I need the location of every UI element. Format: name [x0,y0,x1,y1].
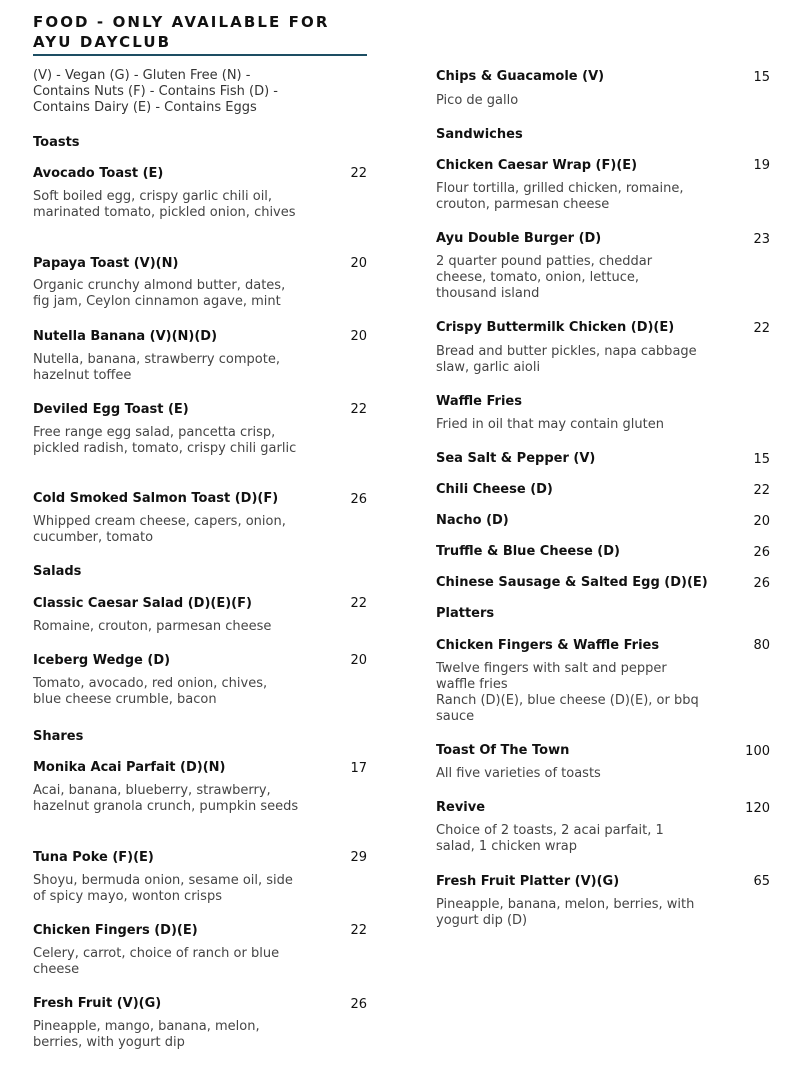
waffle-fries-note: Fried in oil that may contain gluten [436,417,664,432]
item-price-fresh-fruit: 26 [350,997,367,1012]
page-title: FOOD - ONLY AVAILABLE FOR AYU DAYCLUB [33,13,330,51]
item-name-iceberg-wedge: Iceberg Wedge (D) [33,653,171,668]
item-price-chicken-caesar-wrap: 19 [753,158,770,173]
item-price-chicken-fingers: 22 [350,923,367,938]
item-price-chili-cheese: 22 [753,483,770,498]
item-price-caesar-salad: 22 [350,596,367,611]
section-heading-salads: Salads [33,564,82,579]
item-price-deviled-egg-toast: 22 [350,402,367,417]
item-price-papaya-toast: 20 [350,256,367,271]
section-heading-waffle-fries: Waffle Fries [436,394,522,409]
item-price-acai-parfait: 17 [350,761,367,776]
item-name-fingers-waffle-fries: Chicken Fingers & Waffle Fries [436,638,660,653]
item-name-caesar-salad: Classic Caesar Salad (D)(E)(F) [33,596,252,611]
section-heading-platters: Platters [436,606,495,621]
item-price-chinese-sausage: 26 [753,576,770,591]
item-name-revive: Revive [436,800,486,815]
item-desc-nutella-banana: Nutella, banana, strawberry compote, hazelnut toffee [33,352,280,383]
item-desc-fingers-waffle-fries: Twelve fingers with salt and pepper waffle fries Ranch (D)(E), blue cheese (D)(E), or bbq sauce [436,661,699,724]
item-name-truffle-blue-cheese: Truffle & Blue Cheese (D) [436,544,620,559]
item-name-sea-salt-pepper: Sea Salt & Pepper (V) [436,451,596,466]
item-price-chips-guacamole: 15 [753,70,770,85]
item-name-salmon-toast: Cold Smoked Salmon Toast (D)(F) [33,491,279,506]
section-heading-sandwiches: Sandwiches [436,127,523,142]
item-price-sea-salt-pepper: 15 [753,452,770,467]
item-name-papaya-toast: Papaya Toast (V)(N) [33,256,179,271]
item-price-buttermilk-chicken: 22 [753,321,770,336]
item-name-avocado-toast: Avocado Toast (E) [33,166,164,181]
item-price-iceberg-wedge: 20 [350,653,367,668]
section-heading-toasts: Toasts [33,135,80,150]
item-price-nacho: 20 [753,514,770,529]
item-name-tuna-poke: Tuna Poke (F)(E) [33,850,154,865]
item-desc-chips-guacamole: Pico de gallo [436,93,519,108]
item-name-double-burger: Ayu Double Burger (D) [436,231,602,246]
item-desc-acai-parfait: Acai, banana, blueberry, strawberry, hazelnut granola crunch, pumpkin seeds [33,783,299,814]
item-name-fruit-platter: Fresh Fruit Platter (V)(G) [436,874,620,889]
item-price-fruit-platter: 65 [753,874,770,889]
item-name-fresh-fruit: Fresh Fruit (V)(G) [33,996,162,1011]
item-price-fingers-waffle-fries: 80 [753,638,770,653]
item-price-double-burger: 23 [753,232,770,247]
item-desc-deviled-egg-toast: Free range egg salad, pancetta crisp, pickled radish, tomato, crispy chili garlic [33,425,297,456]
item-price-avocado-toast: 22 [350,166,367,181]
item-name-nutella-banana: Nutella Banana (V)(N)(D) [33,329,218,344]
section-heading-shares: Shares [33,729,84,744]
item-name-acai-parfait: Monika Acai Parfait (D)(N) [33,760,226,775]
item-name-chicken-fingers: Chicken Fingers (D)(E) [33,923,198,938]
item-name-chinese-sausage: Chinese Sausage & Salted Egg (D)(E) [436,575,708,590]
item-desc-salmon-toast: Whipped cream cheese, capers, onion, cucumber, tomato [33,514,286,545]
item-desc-fruit-platter: Pineapple, banana, melon, berries, with yogurt dip (D) [436,897,695,928]
item-desc-fresh-fruit: Pineapple, mango, banana, melon, berries, with yogurt dip [33,1019,260,1050]
item-name-nacho: Nacho (D) [436,513,509,528]
item-price-nutella-banana: 20 [350,329,367,344]
item-name-deviled-egg-toast: Deviled Egg Toast (E) [33,402,189,417]
item-name-chicken-caesar-wrap: Chicken Caesar Wrap (F)(E) [436,158,638,173]
item-price-toast-of-the-town: 100 [745,744,770,759]
item-name-buttermilk-chicken: Crispy Buttermilk Chicken (D)(E) [436,320,675,335]
item-price-salmon-toast: 26 [350,492,367,507]
item-desc-caesar-salad: Romaine, crouton, parmesan cheese [33,619,272,634]
item-desc-chicken-fingers: Celery, carrot, choice of ranch or blue cheese [33,946,280,977]
item-price-revive: 120 [745,801,770,816]
title-divider [33,54,367,56]
dietary-legend: (V) - Vegan (G) - Gluten Free (N) - Contains Nuts (F) - Contains Fish (D) - Contains Dairy (E) - Contains Eggs [33,68,278,115]
item-desc-avocado-toast: Soft boiled egg, crispy garlic chili oil, marinated tomato, pickled onion, chives [33,189,296,220]
item-desc-revive: Choice of 2 toasts, 2 acai parfait, 1 salad, 1 chicken wrap [436,823,664,854]
item-desc-toast-of-the-town: All five varieties of toasts [436,766,601,781]
item-name-chili-cheese: Chili Cheese (D) [436,482,553,497]
item-desc-buttermilk-chicken: Bread and butter pickles, napa cabbage slaw, garlic aioli [436,344,697,375]
item-desc-double-burger: 2 quarter pound patties, cheddar cheese, tomato, onion, lettuce, thousand island [436,254,653,301]
item-price-truffle-blue-cheese: 26 [753,545,770,560]
item-desc-iceberg-wedge: Tomato, avocado, red onion, chives, blue cheese crumble, bacon [33,676,268,707]
item-desc-papaya-toast: Organic crunchy almond butter, dates, fig jam, Ceylon cinnamon agave, mint [33,278,286,309]
item-price-tuna-poke: 29 [350,850,367,865]
item-name-chips-guacamole: Chips & Guacamole (V) [436,69,605,84]
item-name-toast-of-the-town: Toast Of The Town [436,743,570,758]
item-desc-tuna-poke: Shoyu, bermuda onion, sesame oil, side of spicy mayo, wonton crisps [33,873,293,904]
item-desc-chicken-caesar-wrap: Flour tortilla, grilled chicken, romaine, crouton, parmesan cheese [436,181,684,212]
